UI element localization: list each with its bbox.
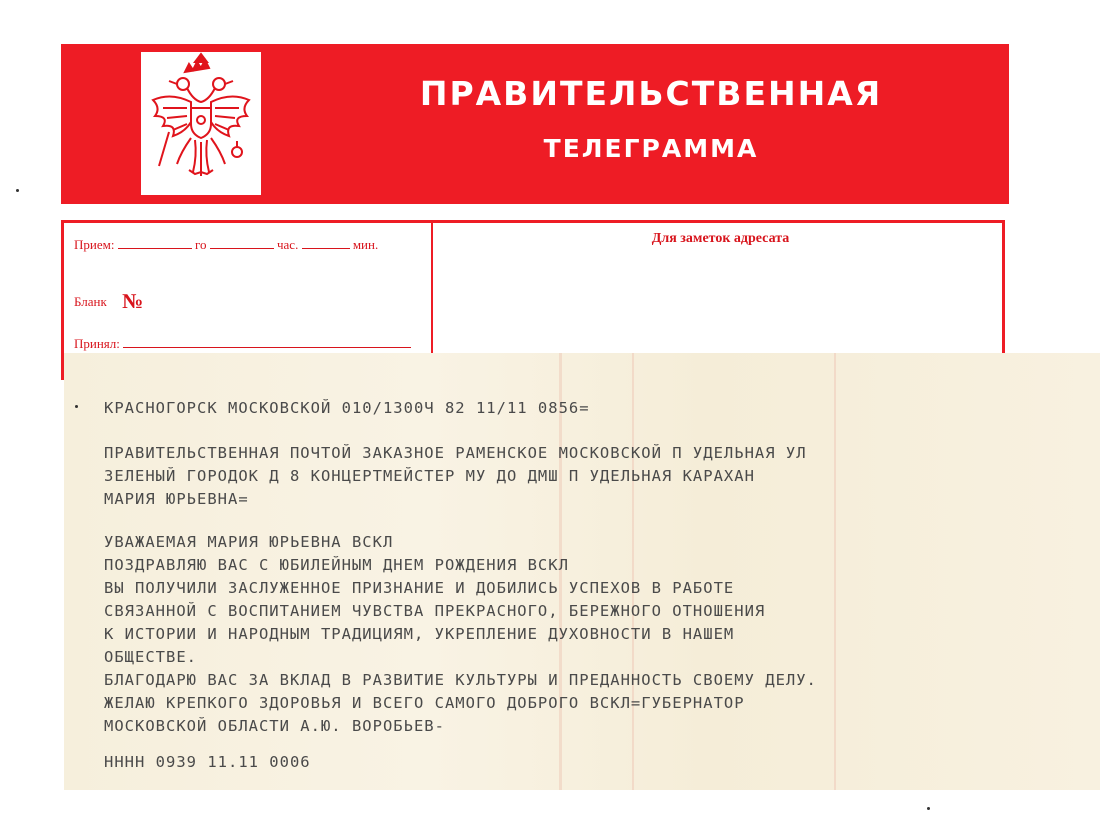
telegram-body-line: ПОЗДРАВЛЯЮ ВАС С ЮБИЛЕЙНЫМ ДНЕМ РОЖДЕНИЯ ВСКЛ [104,556,569,574]
page-speck [16,189,19,192]
telegram-tape-sheet [64,353,1100,790]
telegram-body-line: УВАЖАЕМАЯ МАРИЯ ЮРЬЕВНА ВСКЛ [104,533,394,551]
minute-blank [302,237,350,249]
emblem-box [141,52,261,195]
notes-title: Для заметок адресата [651,231,790,246]
number-sign: № [122,289,144,313]
telegram-address-line: МАРИЯ ЮРЬЕВНА= [104,490,249,508]
telegram-body-line: ОБЩЕСТВЕ. [104,648,197,666]
chas-label: час. [276,237,299,252]
paper-stain [632,353,634,790]
telegram-body-line: ЖЕЛАЮ КРЕПКОГО ЗДОРОВЬЯ И ВСЕГО САМОГО ДОБРОГО ВСКЛ=ГУБЕРНАТОР [104,694,745,712]
hour-blank [210,237,274,249]
priem-label: Прием: [74,237,115,252]
header-band [61,44,1009,204]
coat-of-arms-icon [141,52,261,195]
blank-label: Бланк [74,294,107,309]
go-label: го [194,237,207,252]
telegram-body-line: ВЫ ПОЛУЧИЛИ ЗАСЛУЖЕННОЕ ПРИЗНАНИЕ И ДОБИЛИСЬ УСПЕХОВ В РАБОТЕ [104,579,735,597]
telegram-body-line: СВЯЗАННОЙ С ВОСПИТАНИЕМ ЧУВСТВА ПРЕКРАСНОГО, БЕРЕЖНОГО ОТНОШЕНИЯ [104,602,766,620]
prinyal-label: Принял: [74,336,120,351]
page-speck [927,807,930,810]
telegram-address-line: ПРАВИТЕЛЬСТВЕННАЯ ПОЧТОЙ ЗАКАЗНОЕ РАМЕНСКОЕ МОСКОВСКОЙ П УДЕЛЬНАЯ УЛ [104,444,807,462]
reception-row [74,237,378,253]
day-blank [118,237,192,249]
telegram-footer-line: НННН 0939 11.11 0006 [104,753,311,771]
accepted-row [74,336,411,352]
accepted-blank [123,336,411,348]
telegram-address-line: ЗЕЛЕНЫЙ ГОРОДОК Д 8 КОНЦЕРТМЕЙСТЕР МУ ДО ДМШ П УДЕЛЬНАЯ КАРАХАН [104,467,755,485]
min-label: мин. [352,237,379,252]
blank-row [74,289,143,314]
paper-stain [834,353,836,790]
page-subtitle: ТЕЛЕГРАММА [543,134,759,163]
telegram-body-line: МОСКОВСКОЙ ОБЛАСТИ А.Ю. ВОРОБЬЕВ- [104,717,445,735]
telegram-body-line: К ИСТОРИИ И НАРОДНЫМ ТРАДИЦИЯМ, УКРЕПЛЕНИЕ ДУХОВНОСТИ В НАШЕМ [104,625,735,643]
telegram-body-line: БЛАГОДАРЮ ВАС ЗА ВКЛАД В РАЗВИТИЕ КУЛЬТУРЫ И ПРЕДАННОСТЬ СВОЕМУ ДЕЛУ. [104,671,817,689]
page-title: ПРАВИТЕЛЬСТВЕННАЯ [419,74,883,113]
telegram-header-line: КРАСНОГОРСК МОСКОВСКОЙ 010/1300Ч 82 11/11 0856= [104,399,590,417]
paper-speck [75,405,78,408]
